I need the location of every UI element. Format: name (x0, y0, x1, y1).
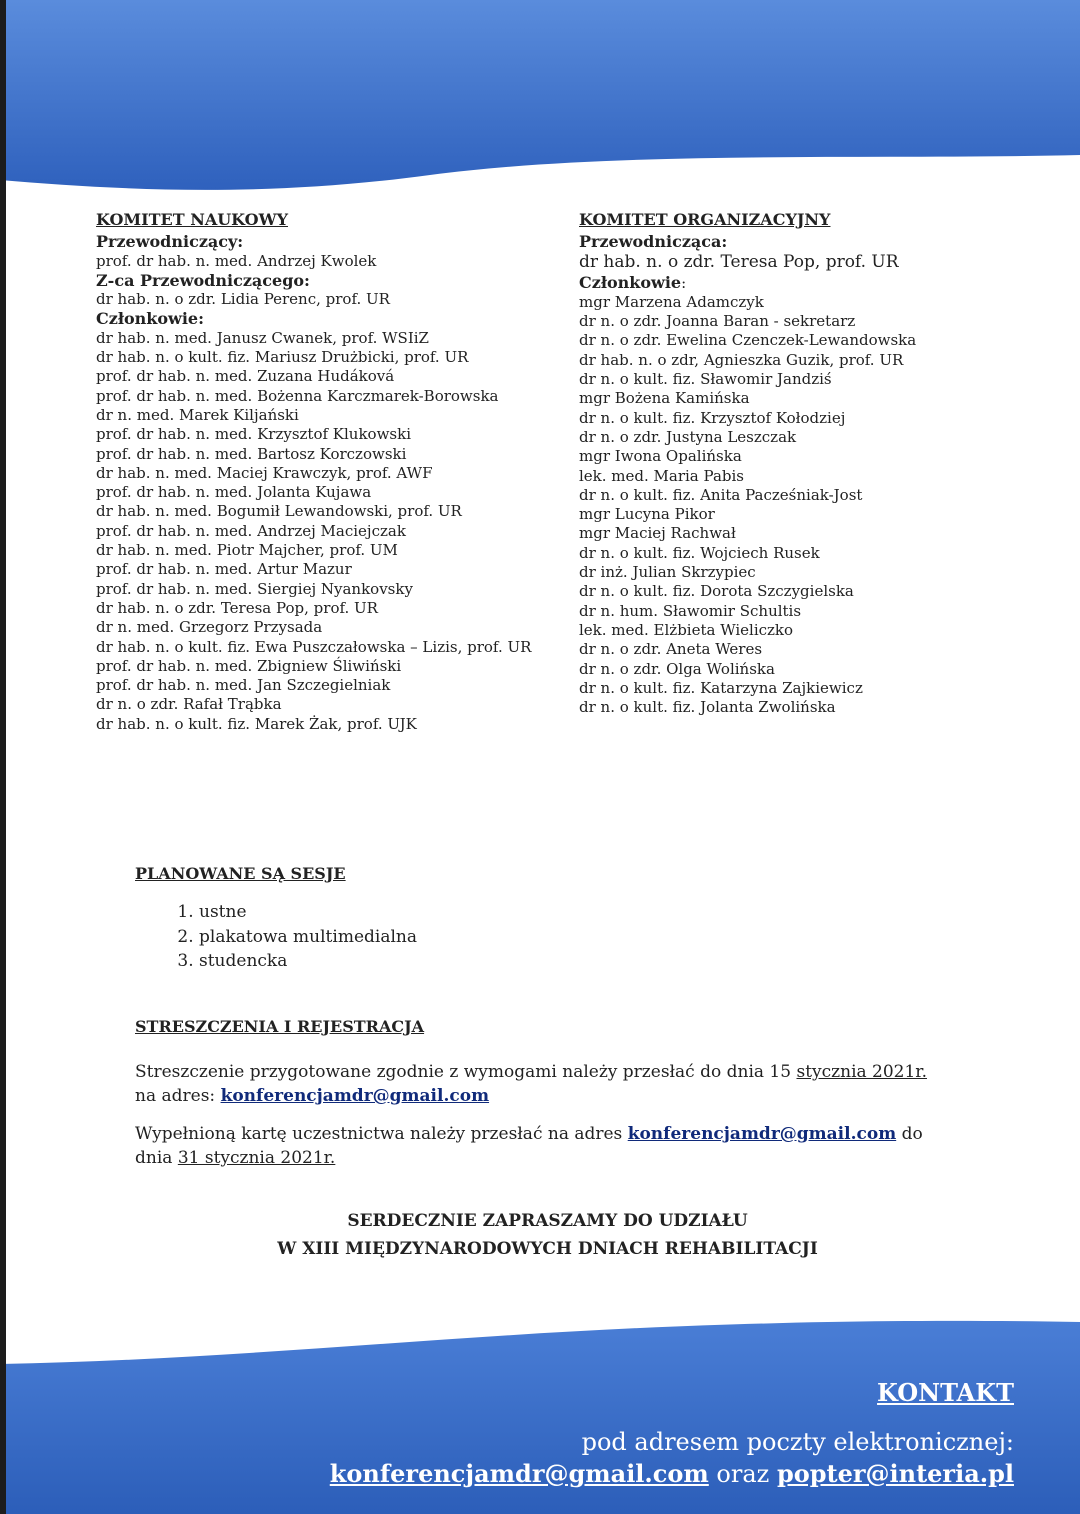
member-name: dr hab. n. med. Janusz Cwanek, prof. WSIiZ (96, 328, 429, 347)
contact-email-link-2[interactable]: popter@interia.pl (776, 1459, 1014, 1488)
vice-chair-label: Z-ca Przewodniczącego: (96, 270, 310, 290)
member-name: prof. dr hab. n. med. Zbigniew Śliwiński (96, 656, 402, 675)
invitation-line-2: W XIII MIĘDZYNARODOWYCH DNIACH REHABILITACJI (277, 1239, 818, 1259)
registration-paragraph (135, 1122, 955, 1170)
member-name: prof. dr hab. n. med. Zuzana Hudáková (96, 367, 395, 386)
registration-text: Wypełnioną kartę uczestnictwa należy przesłać na adres (135, 1124, 628, 1144)
member-name: lek. med. Maria Pabis (579, 466, 744, 485)
organizing-committee-title: KOMITET ORGANIZACYJNY (579, 210, 831, 229)
sessions-title: PLANOWANE SĄ SESJE (135, 864, 346, 883)
contact-title: KONTAKT (877, 1378, 1014, 1407)
member-name: dr hab. n. o zdr, Agnieszka Guzik, prof. UR (579, 350, 904, 369)
member-name: dr n. med. Grzegorz Przysada (96, 618, 323, 637)
member-name: dr n. o zdr. Ewelina Czenczek-Lewandowska (579, 331, 917, 350)
top-wave-band (0, 0, 1080, 200)
member-name: dr n. o kult. fiz. Wojciech Rusek (579, 543, 820, 562)
member-name: dr n. med. Marek Kiljański (96, 405, 299, 424)
members-colon: : (681, 273, 687, 292)
organizing-committee (579, 210, 916, 717)
member-name: lek. med. Elżbieta Wieliczko (579, 620, 794, 639)
member-name: dr n. o zdr. Joanna Baran - sekretarz (579, 312, 856, 331)
member-name: prof. dr hab. n. med. Bożenna Karczmarek-Borowska (96, 386, 499, 405)
member-name: dr n. o zdr. Aneta Weres (579, 640, 763, 659)
chair-name: prof. dr hab. n. med. Andrzej Kwolek (96, 251, 377, 270)
member-name: prof. dr hab. n. med. Jolanta Kujawa (96, 483, 372, 502)
left-edge-shadow (0, 0, 6, 1514)
members-label: Członkowie (579, 272, 682, 292)
member-name: prof. dr hab. n. med. Jan Szczegielniak (96, 676, 391, 695)
session-item: 3. studencka (199, 949, 417, 974)
member-name: dr n. o zdr. Justyna Leszczak (579, 427, 797, 446)
member-name: dr hab. n. med. Piotr Majcher, prof. UM (96, 541, 398, 560)
scientific-committee (96, 210, 531, 734)
member-name: dr inż. Julian Skrzypiec (579, 563, 756, 582)
members-heading (579, 273, 916, 293)
registration-title: STRESZCZENIA I REJESTRACJA (135, 1017, 425, 1036)
contact-emails (330, 1459, 1014, 1488)
vice-chair-name: dr hab. n. o zdr. Lidia Perenc, prof. UR (96, 290, 390, 309)
members-list (96, 329, 531, 734)
invitation (0, 1207, 1080, 1263)
sessions-list (135, 900, 417, 974)
chair-label: Przewodnicząca: (579, 232, 728, 252)
member-name: prof. dr hab. n. med. Bartosz Korczowski (96, 444, 407, 463)
member-name: mgr Maciej Rachwał (579, 524, 736, 543)
member-name: dr hab. n. o kult. fiz. Ewa Puszczałowska – Lizis, prof. UR (96, 637, 532, 656)
member-name: mgr Lucyna Pikor (579, 505, 715, 524)
contact-email-link-1[interactable]: konferencjamdr@gmail.com (329, 1459, 709, 1488)
email-link[interactable]: konferencjamdr@gmail.com (627, 1124, 897, 1144)
abstract-text: Streszczenie przygotowane zgodnie z wymogami należy przesłać do dnia 15 (135, 1062, 797, 1082)
session-item: 2. plakatowa multimedialna (199, 925, 417, 950)
member-name: dr hab. n. o zdr. Teresa Pop, prof. UR (96, 598, 378, 617)
member-name: prof. dr hab. n. med. Artur Mazur (96, 560, 352, 579)
chair-name: dr hab. n. o zdr. Teresa Pop, prof. UR (579, 251, 899, 272)
member-name: dr n. o kult. fiz. Katarzyna Zajkiewicz (579, 678, 863, 697)
address-label: na adres: (135, 1086, 221, 1106)
session-item: 1. ustne (199, 900, 417, 925)
abstract-deadline: stycznia 2021r. (796, 1062, 927, 1082)
member-name: dr n. hum. Sławomir Schultis (579, 601, 802, 620)
contact-joiner: oraz (708, 1460, 777, 1488)
registration-text-after: do dnia (135, 1124, 923, 1168)
member-name: prof. dr hab. n. med. Andrzej Maciejczak (96, 521, 406, 540)
member-name: dr n. o kult. fiz. Anita Pacześniak-Jost (579, 485, 863, 504)
abstract-paragraph (135, 1060, 955, 1108)
invitation-line-1: SERDECZNIE ZAPRASZAMY DO UDZIAŁU (347, 1211, 748, 1231)
member-name: dr hab. n. o kult. fiz. Mariusz Drużbicki, prof. UR (96, 348, 469, 367)
chair-label: Przewodniczący: (96, 232, 244, 252)
contact-intro: pod adresem poczty elektronicznej: (581, 1428, 1014, 1456)
scientific-committee-title: KOMITET NAUKOWY (96, 210, 288, 229)
member-name: dr n. o kult. fiz. Sławomir Jandziś (579, 370, 832, 389)
member-name: dr n. o zdr. Rafał Trąbka (96, 695, 282, 714)
registration-deadline: 31 stycznia 2021r. (177, 1148, 336, 1168)
member-name: mgr Bożena Kamińska (579, 389, 750, 408)
member-name: prof. dr hab. n. med. Krzysztof Klukowski (96, 425, 412, 444)
member-name: dr hab. n. o kult. fiz. Marek Żak, prof. UJK (96, 714, 417, 733)
member-name: dr n. o zdr. Olga Wolińska (579, 659, 775, 678)
member-name: mgr Marzena Adamczyk (579, 292, 764, 311)
email-link[interactable]: konferencjamdr@gmail.com (220, 1086, 490, 1106)
member-name: dr hab. n. med. Maciej Krawczyk, prof. AWF (96, 463, 433, 482)
members-list (579, 293, 916, 718)
member-name: prof. dr hab. n. med. Siergiej Nyankovsky (96, 579, 413, 598)
members-label: Członkowie: (96, 309, 204, 329)
member-name: dr n. o kult. fiz. Dorota Szczygielska (579, 582, 854, 601)
member-name: dr n. o kult. fiz. Krzysztof Kołodziej (579, 408, 846, 427)
member-name: mgr Iwona Opalińska (579, 447, 742, 466)
member-name: dr n. o kult. fiz. Jolanta Zwolińska (579, 698, 836, 717)
member-name: dr hab. n. med. Bogumił Lewandowski, prof. UR (96, 502, 462, 521)
